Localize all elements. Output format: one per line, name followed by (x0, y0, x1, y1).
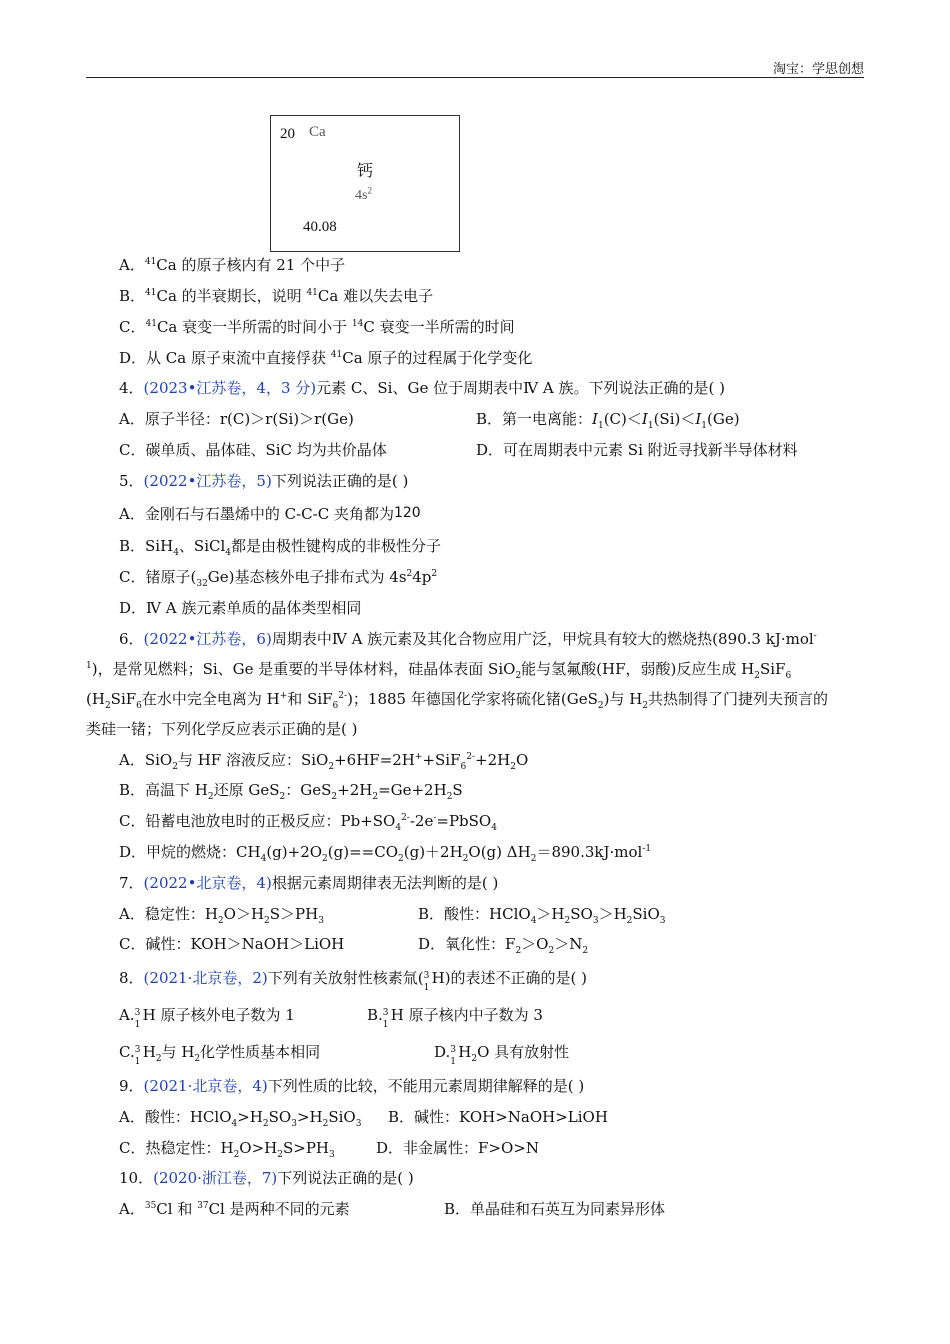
q8-option-a: A. 3 1 H 原子核外电子数为 1 (119, 1006, 295, 1030)
element-card (270, 115, 460, 252)
q9-stem: 9．(2021·北京卷，4)下列性质的比较，不能用元素周期律解释的是( ) (119, 1077, 585, 1095)
q7-option-d: D．氧化性：$F_2>O_2>N_2$ (418, 935, 589, 956)
q6-stem-line1: 6．(2022•江苏卷，6)周期表中Ⅳ A 族元素及其化合物应用广泛，甲烷具有较大的燃烧热(890.3 kJ·mol- (119, 630, 817, 648)
q8-option-d: D. 3 1 $H_2O$ 具有放射性 (434, 1043, 570, 1067)
q6-option-a: A．SiO$_2$与 HF 溶液反应：$SiO_2+6HF=2H^++SiF_6^{2-}+2H_2O$ (119, 751, 529, 772)
q10-option-a: A．$^{35}$Cl 和 $^{37}$Cl 是两种不同的元素 (119, 1200, 350, 1218)
q5-source: (2022•江苏卷，5) (143, 472, 272, 490)
q9-source: (2021·北京卷，4) (143, 1077, 268, 1095)
q7-stem: 7．(2022•北京卷，4)根据元素周期律表无法判断的是( ) (119, 874, 499, 892)
q9-option-b: B．碱性：KOH>NaOH>LiOH (388, 1108, 608, 1126)
atomic-mass: 40.08 (303, 219, 337, 235)
q7-option-b: B．酸性：$HClO_4>H_2SO_3>H_2SiO_3$ (418, 905, 666, 926)
q4-option-d: D．可在周期表中元素 Si 附近寻找新半导体材料 (476, 441, 798, 459)
q5-option-c: C．锗原子$(_{32}Ge)$基态核外电子排布式为 $4s^24p^2$ (119, 568, 438, 589)
q8-source: (2021·北京卷，2) (143, 969, 268, 987)
q10-option-b: B．单晶硅和石英互为同素异形体 (444, 1200, 666, 1218)
q8-stem: 8．(2021·北京卷，2)下列有关放射性核素氚( 3 1 H)的表述不正确的是( ) (119, 969, 588, 993)
q5-option-d: D．Ⅳ A 族元素单质的晶体类型相同 (119, 599, 362, 617)
q7-option-a: A．稳定性：$H_2O>H_2S>PH_3$ (119, 905, 324, 926)
q6-option-c: C．铅蓄电池放电时的正极反应：$Pb+SO_4^{2-}-2e^-=PbSO_4$ (119, 812, 497, 833)
q3-option-a: A．$^{41}$Ca 的原子核内有 21 个中子 (119, 256, 346, 274)
q9-option-c: C．热稳定性：$H_2O>H_2S>PH_3$ (119, 1139, 335, 1160)
q4-stem: 4．(2023•江苏卷，4，3 分)元素 C、Si、Ge 位于周期表中Ⅳ A 族。下列说法正确的是( ) (119, 379, 725, 397)
element-name: 钙 (357, 163, 374, 180)
q4-option-c: C．碳单质、晶体硅、SiC 均为共价晶体 (119, 441, 387, 459)
q6-stem-line2: $^1$)，是常见燃料；Si、Ge 是重要的半导体材料，硅晶体表面 SiO$_2$能与氢氟酸(HF，弱酸)反应生成 $H_2SiF_6$ (86, 660, 792, 681)
q6-source: (2022•江苏卷，6) (143, 630, 272, 648)
q9-option-d: D．非金属性：F>O>N (376, 1139, 539, 1157)
q9-option-a: A．酸性：$HClO_4>H_2SO_3>H_2SiO_3$ (119, 1108, 362, 1129)
atomic-number: 20 (280, 126, 295, 142)
q4-source: (2023•江苏卷，4，3 分) (143, 379, 317, 397)
q6-option-d: D．甲烷的燃烧：$CH_4(g)+2O_2(g)==CO_2(g)+2H_2O(g)$ $\Delta H_2=890.3kJ\cdot mol^{-1}$ (119, 843, 652, 864)
q5-option-b: B．SiH$_4$、SiCl$_4$都是由极性键构成的非极性分子 (119, 537, 442, 558)
electron-config: $4s^2$ (355, 185, 372, 203)
q6-stem-line3: ($H_2SiF_6$在水中完全电离为 H+和 SiF$_6^{2-}$)；1885 年德国化学家将硫化锗(GeS$_2$)与 $H_2$共热制得了门捷列夫预言的 (86, 690, 829, 711)
element-symbol: Ca (309, 124, 326, 140)
q3-option-b: B．$^{41}$Ca 的半衰期长，说明 $^{41}$Ca 难以失去电子 (119, 287, 434, 305)
q7-source: (2022•北京卷，4) (143, 874, 272, 892)
header-rule (86, 77, 864, 78)
q8-option-c: C. 3 1 $H_2$与 $H_2$化学性质基本相同 (119, 1043, 321, 1067)
q4-option-a: A．原子半径：r(C)＞r(Si)＞r(Ge) (119, 410, 354, 428)
q5-option-a: A．金刚石与石墨烯中的 C-C-C 夹角都为120 (119, 505, 421, 523)
q3-option-c: C．$^{41}$Ca 衰变一半所需的时间小于 $^{14}$C 衰变一半所需的时间 (119, 318, 515, 336)
q4-option-b: B．第一电离能：$I_1(C)<I_1(Si)<I_1(Ge)$ (476, 410, 740, 431)
q6-option-b: B．高温下 $H_2$还原 GeS$_2$：$GeS_2+2H_2=Ge+2H_2S$ (119, 781, 463, 802)
q3-option-d: D．从 Ca 原子束流中直接俘获 $^{41}$Ca 原子的过程属于化学变化 (119, 349, 533, 367)
q10-stem: 10．(2020·浙江卷，7)下列说法正确的是( ) (119, 1169, 414, 1187)
q10-source: (2020·浙江卷，7) (153, 1169, 278, 1187)
q8-option-b: B. 3 1 H 原子核内中子数为 3 (367, 1006, 543, 1030)
header-text: 淘宝：学思创想 (772, 62, 864, 77)
q6-stem-line4: 类硅一锗；下列化学反应表示正确的是( ) (86, 720, 358, 738)
q7-option-c: C．碱性：KOH＞NaOH＞LiOH (119, 935, 345, 953)
q5-stem: 5．(2022•江苏卷，5)下列说法正确的是( ) (119, 472, 409, 490)
